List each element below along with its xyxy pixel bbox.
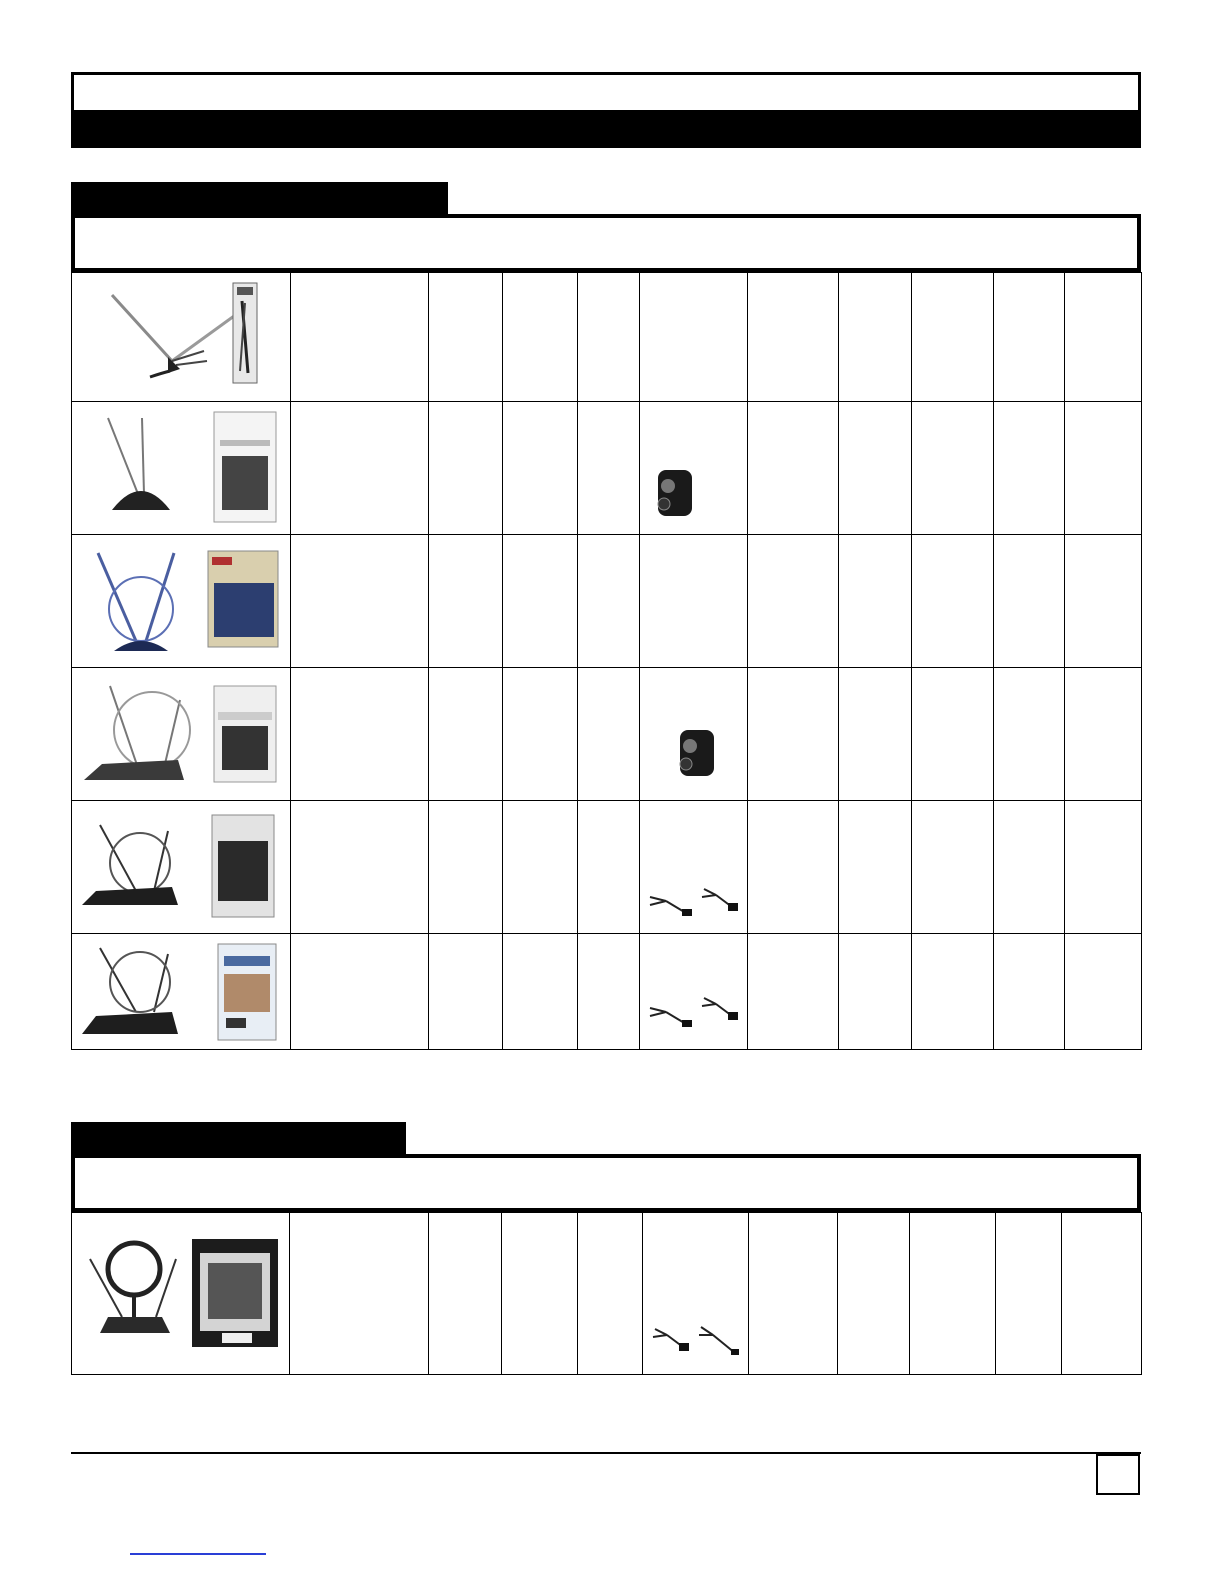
table-cell — [578, 801, 640, 934]
table-cell — [994, 668, 1065, 801]
table-cell — [429, 535, 503, 668]
table-cell — [640, 273, 748, 402]
table-cell — [1065, 801, 1142, 934]
table-cell — [912, 668, 994, 801]
table-cell — [503, 402, 578, 535]
table-row — [72, 535, 1142, 668]
table-cell — [839, 273, 912, 402]
table-cell — [643, 1213, 749, 1375]
page-header-title — [71, 110, 1141, 148]
table-cell — [578, 402, 640, 535]
table-cell — [994, 934, 1065, 1050]
table-cell — [578, 668, 640, 801]
table-cell — [1065, 668, 1142, 801]
table-cell — [748, 535, 839, 668]
table-cell — [838, 1213, 910, 1375]
page-number — [1096, 1454, 1140, 1495]
table-row — [72, 668, 1142, 801]
table-cell — [291, 402, 429, 535]
table-cell — [503, 934, 578, 1050]
table-cell — [748, 273, 839, 402]
section-2-table — [71, 1212, 1142, 1375]
table-cell — [839, 934, 912, 1050]
table-cell — [912, 801, 994, 934]
product-image-cell — [72, 1213, 290, 1375]
table-cell — [994, 273, 1065, 402]
product-image-cell — [72, 535, 291, 668]
section-1-tab — [71, 182, 448, 214]
table-cell — [640, 535, 748, 668]
table-cell — [1065, 934, 1142, 1050]
table-row — [72, 402, 1142, 535]
table-cell — [912, 535, 994, 668]
table-cell — [748, 402, 839, 535]
section-1-description — [71, 214, 1141, 272]
table-cell — [291, 934, 429, 1050]
connector-icon — [643, 1213, 749, 1374]
table-cell — [503, 668, 578, 801]
transformer-icon — [640, 668, 748, 800]
table-cell — [749, 1213, 838, 1375]
table-cell — [640, 668, 748, 801]
table-cell — [429, 801, 503, 934]
table-row — [72, 934, 1142, 1050]
table-cell — [291, 801, 429, 934]
footer-rule — [71, 1452, 1141, 1454]
table-cell — [502, 1213, 578, 1375]
connector-icon — [640, 801, 748, 933]
table-cell — [912, 273, 994, 402]
table-row — [72, 1213, 1142, 1375]
product-image-cell — [72, 273, 291, 402]
table-cell — [429, 934, 503, 1050]
product-image-cell — [72, 934, 291, 1050]
table-cell — [996, 1213, 1062, 1375]
table-cell — [503, 801, 578, 934]
antenna-icon — [72, 273, 291, 401]
table-cell — [503, 535, 578, 668]
section-2-tab — [71, 1122, 406, 1154]
table-cell — [291, 668, 429, 801]
section-2-description — [71, 1154, 1141, 1212]
loop-antenna-icon — [72, 668, 291, 800]
product-image-cell — [72, 402, 291, 535]
table-cell — [839, 801, 912, 934]
table-cell — [912, 934, 994, 1050]
table-cell — [640, 801, 748, 934]
table-cell — [1065, 273, 1142, 402]
footer-link[interactable] — [130, 1553, 266, 1555]
table-cell — [578, 1213, 643, 1375]
loop-antenna-icon — [72, 801, 291, 933]
table-cell — [429, 668, 503, 801]
table-cell — [578, 273, 640, 402]
table-cell — [748, 934, 839, 1050]
table-cell — [910, 1213, 996, 1375]
table-cell — [291, 273, 429, 402]
antenna-icon — [72, 402, 291, 534]
loop-antenna-icon — [72, 535, 291, 667]
section-1-table — [71, 272, 1142, 1050]
table-cell — [640, 934, 748, 1050]
table-cell — [578, 934, 640, 1050]
table-cell — [748, 668, 839, 801]
table-cell — [429, 1213, 502, 1375]
connector-icon — [640, 934, 748, 1049]
loop-antenna-icon — [72, 1213, 290, 1374]
table-cell — [290, 1213, 429, 1375]
table-cell — [912, 402, 994, 535]
table-cell — [503, 273, 578, 402]
table-row — [72, 273, 1142, 402]
table-cell — [291, 535, 429, 668]
table-cell — [839, 668, 912, 801]
table-cell — [578, 535, 640, 668]
table-cell — [994, 535, 1065, 668]
table-cell — [839, 402, 912, 535]
table-cell — [640, 402, 748, 535]
table-cell — [429, 402, 503, 535]
loop-antenna-icon — [72, 934, 291, 1049]
product-image-cell — [72, 801, 291, 934]
table-cell — [1065, 402, 1142, 535]
table-row — [72, 801, 1142, 934]
table-cell — [839, 535, 912, 668]
transformer-icon — [640, 402, 748, 534]
table-cell — [994, 402, 1065, 535]
table-cell — [1062, 1213, 1142, 1375]
table-cell — [1065, 535, 1142, 668]
table-cell — [748, 801, 839, 934]
table-cell — [429, 273, 503, 402]
table-cell — [994, 801, 1065, 934]
product-image-cell — [72, 668, 291, 801]
